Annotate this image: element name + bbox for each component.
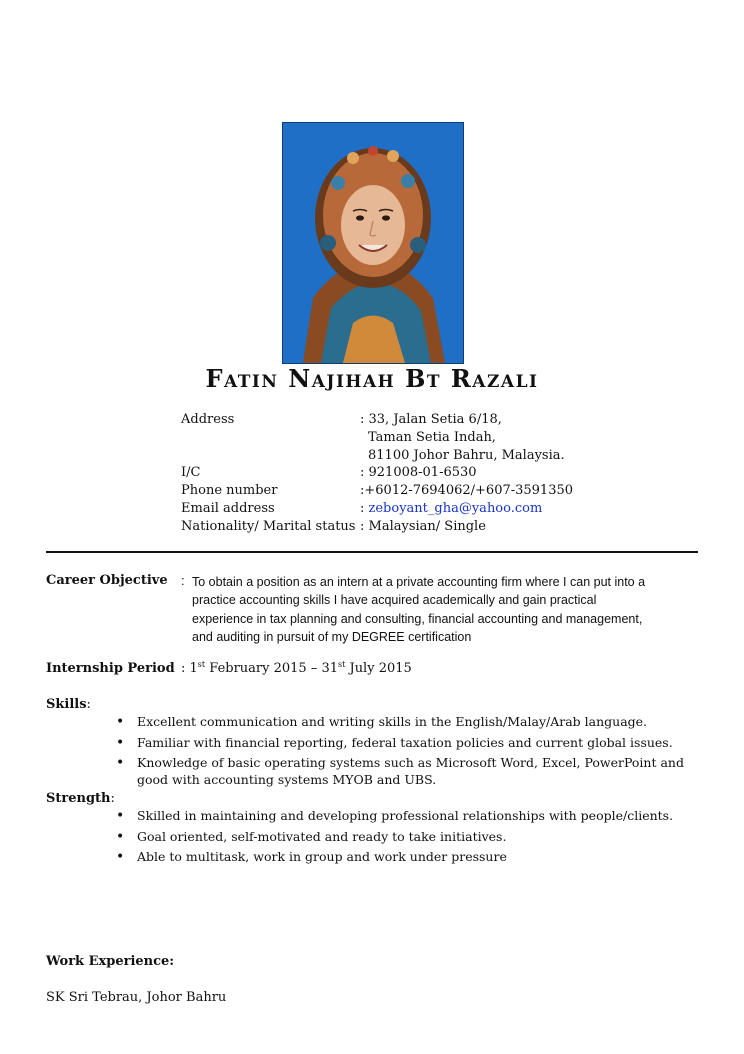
list-item: • Skilled in maintaining and developing professional relationships with people/clients. bbox=[116, 806, 706, 827]
career-objective-colon: : bbox=[181, 573, 185, 588]
email-label: Email address bbox=[181, 501, 275, 516]
work-experience-entry: SK Sri Tebrau, Johor Bahru bbox=[46, 990, 227, 1005]
career-objective-text bbox=[192, 573, 702, 646]
ic-value: : 921008-01-6530 bbox=[360, 465, 477, 480]
nationality-label: Nationality/ Marital status bbox=[181, 519, 356, 534]
address-line-3: 81100 Johor Bahru, Malaysia. bbox=[368, 448, 565, 463]
email-row bbox=[360, 500, 542, 518]
candidate-name: Fatin Najihah Bt Razali bbox=[205, 364, 539, 393]
email-colon: : bbox=[360, 501, 369, 516]
strength-colon: : bbox=[110, 791, 115, 806]
address-label: Address bbox=[181, 412, 235, 427]
career-objective-line: To obtain a position as an intern at a private accounting firm where I can put into a bbox=[192, 575, 646, 589]
list-item: • Familiar with financial reporting, federal taxation policies and current global issues. bbox=[116, 733, 706, 754]
nationality-value: : Malaysian/ Single bbox=[360, 519, 486, 534]
skills-list bbox=[116, 712, 706, 790]
section-divider bbox=[46, 551, 698, 553]
skills-heading: Skills bbox=[46, 697, 87, 712]
list-item: • Goal oriented, self-motivated and ready to take initiatives. bbox=[116, 827, 706, 848]
strength-heading-row bbox=[46, 791, 115, 806]
internship-start-suffix: st bbox=[197, 660, 206, 669]
list-item: • Knowledge of basic operating systems such as Microsoft Word, Excel, PowerPoint and bbox=[116, 753, 706, 774]
phone-label: Phone number bbox=[181, 483, 278, 498]
career-objective-heading: Career Objective bbox=[46, 573, 168, 588]
career-objective-line: and auditing in pursuit of my DEGREE certification bbox=[192, 629, 472, 644]
skills-colon: : bbox=[86, 697, 91, 712]
list-item-continuation: good with accounting systems MYOB and UBS. bbox=[137, 771, 437, 787]
skills-heading-row bbox=[46, 697, 91, 712]
internship-end-rest: July 2015 bbox=[345, 661, 412, 676]
strength-list bbox=[116, 806, 706, 868]
internship-start-day: : 1 bbox=[181, 661, 198, 676]
profile-photo bbox=[282, 122, 464, 364]
list-item: • Excellent communication and writing skills in the English/Malay/Arab language. bbox=[116, 712, 706, 733]
internship-start-rest: February 2015 – 31 bbox=[205, 661, 339, 676]
email-link[interactable]: zeboyant_gha@yahoo.com bbox=[368, 501, 543, 516]
list-item: • Able to multitask, work in group and work under pressure bbox=[116, 847, 706, 868]
address-line-2: Taman Setia Indah, bbox=[368, 430, 496, 445]
internship-heading: Internship Period bbox=[46, 661, 175, 676]
address-line-1: : 33, Jalan Setia 6/18, bbox=[360, 412, 502, 427]
career-objective-line: practice accounting skills I have acquired academically and gain practical bbox=[192, 593, 597, 608]
career-objective-line: experience in tax planning and consulting, financial accounting and management, bbox=[192, 611, 643, 626]
internship-period bbox=[181, 661, 412, 676]
strength-heading: Strength bbox=[46, 791, 111, 806]
phone-value: :+6012-7694062/+607-3591350 bbox=[360, 483, 574, 498]
internship-end-suffix: st bbox=[338, 660, 346, 669]
work-experience-heading: Work Experience: bbox=[46, 954, 175, 969]
portrait-illustration bbox=[283, 123, 463, 363]
ic-label: I/C bbox=[181, 465, 201, 480]
